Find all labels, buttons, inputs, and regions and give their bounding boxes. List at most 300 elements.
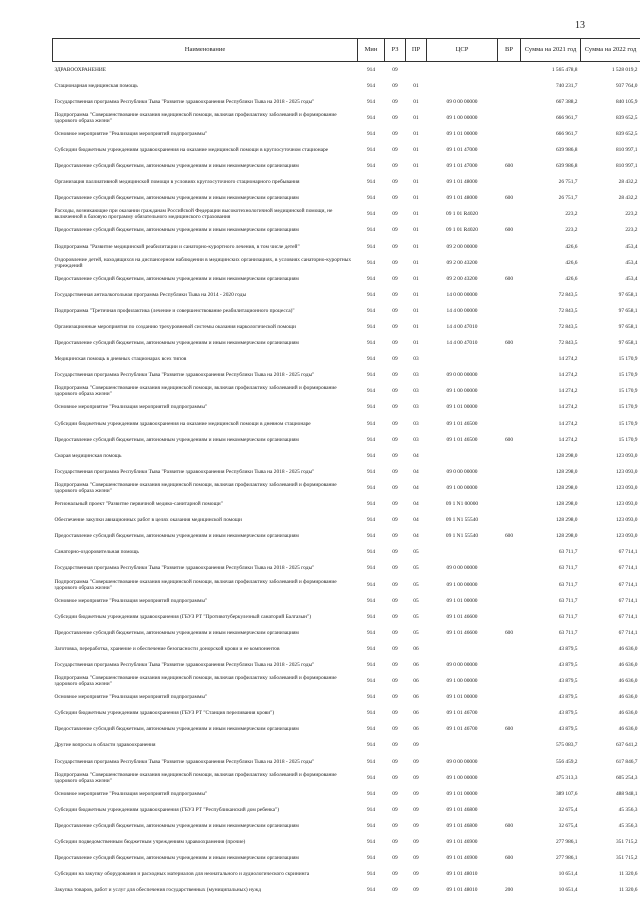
row-sum-2021: 43 879,5: [558, 726, 578, 733]
row-sum-2022: 11 320,6: [618, 871, 638, 878]
row-sum-2022: 28 432,2: [618, 195, 638, 202]
row-rz: 09: [392, 82, 398, 89]
row-min: 914: [366, 340, 376, 347]
row-sum-2021: 26 751,7: [558, 179, 578, 186]
row-name: Подпрограмма "Совершенствование оказания медицинской помощи, включая профилактику заболеваний и формирование здорового образа жизни": [54, 385, 337, 398]
row-vr: [498, 142, 521, 158]
table-row: [53, 786, 640, 802]
row-sum-2021: 639 986,8: [555, 146, 578, 153]
row-name: Расходы, возникающие при оказании гражданам Российской Федерации высокотехнологичной медицинской помощи, не включенной в базовую программу обязательного медицинского страхования: [54, 208, 333, 221]
table-row: [53, 351, 640, 367]
row-sum-2021: 26 751,7: [558, 195, 578, 202]
row-sum-2021: 128 298,0: [555, 484, 578, 491]
row-min: 914: [366, 839, 376, 846]
row-sum-2021: 14 274,2: [558, 356, 578, 363]
row-sum-2022: 351 715,2: [615, 839, 638, 846]
row-name: Государственная программа Республики Тыва "Развитие здравоохранения Республики Тыва на 2018 - 2025 годы": [54, 661, 315, 668]
row-sum-2022: 123 093,0: [615, 452, 638, 459]
row-pr: 01: [413, 275, 419, 282]
row-rz: 09: [392, 887, 398, 894]
row-min: 914: [366, 871, 376, 878]
row-sum-2021: 639 986,8: [555, 163, 578, 170]
row-pr: 03: [413, 372, 419, 379]
row-vr: [498, 673, 521, 689]
row-min: 914: [366, 533, 376, 540]
row-csr: 09 1 01 47000: [446, 146, 478, 153]
row-sum-2022: 123 093,0: [615, 468, 638, 475]
row-sum-2022: 123 093,0: [615, 501, 638, 508]
row-min: 914: [366, 694, 376, 701]
row-name: Предоставление субсидий бюджетным, автономным учреждениям и иным некоммерческим организациям: [54, 533, 299, 540]
row-vr: [498, 239, 521, 255]
row-csr: 09 1 01 48000: [446, 179, 478, 186]
row-pr: 04: [413, 517, 419, 524]
row-sum-2021: 389 107,6: [555, 790, 578, 797]
row-pr: 05: [413, 597, 419, 604]
header-name: Наименование: [53, 39, 358, 62]
row-sum-2022: 123 093,0: [615, 484, 638, 491]
row-rz: 09: [392, 324, 398, 331]
row-name: Подпрограмма "Совершенствование оказания медицинской помощи, включая профилактику заболеваний и формирование здорового образа жизни": [54, 771, 337, 784]
table-row: [53, 528, 640, 544]
row-min: 914: [366, 452, 376, 459]
row-min: 914: [366, 82, 376, 89]
row-sum-2022: 67 714,1: [618, 581, 638, 588]
row-min: 914: [366, 710, 376, 717]
table-row: [53, 496, 640, 512]
row-vr: 600: [504, 855, 514, 862]
row-pr: 01: [413, 259, 419, 266]
row-vr: 600: [504, 533, 514, 540]
row-csr: 14 0 00 00000: [446, 291, 478, 298]
row-pr: 01: [413, 243, 419, 250]
row-sum-2021: 14 274,2: [558, 420, 578, 427]
row-vr: [498, 641, 521, 657]
row-pr: 05: [413, 581, 419, 588]
row-vr: [498, 383, 521, 399]
table-row: [53, 222, 640, 238]
table-row: [53, 416, 640, 432]
row-vr: [498, 657, 521, 673]
row-pr: 01: [413, 98, 419, 105]
table-row: [53, 625, 640, 641]
row-vr: [498, 303, 521, 319]
row-sum-2021: 1 565 478,8: [551, 66, 578, 73]
row-pr: 06: [413, 661, 419, 668]
row-rz: 09: [392, 758, 398, 765]
table-row: [53, 255, 640, 271]
row-rz: 09: [392, 388, 398, 395]
row-pr: 01: [413, 211, 419, 218]
row-min: 914: [366, 806, 376, 813]
row-rz: 09: [392, 726, 398, 733]
row-vr: [498, 367, 521, 383]
row-csr: 09 1 01 48000: [446, 195, 478, 202]
row-pr: 01: [413, 82, 419, 89]
row-sum-2022: 67 714,1: [618, 629, 638, 636]
row-min: 914: [366, 195, 376, 202]
row-rz: 09: [392, 420, 398, 427]
row-csr: 14 4 00 00000: [446, 307, 478, 314]
row-pr: 04: [413, 452, 419, 459]
row-name: Заготовка, переработка, хранение и обеспечение безопасности донорской крови и ее компонентов: [54, 645, 280, 652]
row-rz: 09: [392, 533, 398, 540]
row-pr: 01: [413, 195, 419, 202]
row-name: Предоставление субсидий бюджетным, автономным учреждениям и иным некоммерческим организациям: [54, 629, 299, 636]
row-rz: 09: [392, 98, 398, 105]
row-min: 914: [366, 356, 376, 363]
table-row: [53, 705, 640, 721]
table-row: [53, 126, 640, 142]
row-pr: 01: [413, 163, 419, 170]
row-min: 914: [366, 291, 376, 298]
row-name: Предоставление субсидий бюджетным, автономным учреждениям и иным некоммерческим организациям: [54, 855, 299, 862]
row-vr: [498, 560, 521, 576]
row-rz: 09: [392, 822, 398, 829]
row-pr: 03: [413, 436, 419, 443]
row-sum-2022: 1 528 019,2: [611, 66, 638, 73]
row-vr: 600: [504, 822, 514, 829]
row-name: Предоставление субсидий бюджетным, автономным учреждениям и иным некоммерческим организациям: [54, 227, 299, 234]
table-row: [53, 560, 640, 576]
page-number: 13: [575, 20, 585, 31]
row-sum-2022: 67 714,1: [618, 597, 638, 604]
row-name: Основное мероприятие "Реализация мероприятий подпрограммы": [54, 597, 208, 604]
row-min: 914: [366, 227, 376, 234]
row-min: 914: [366, 307, 376, 314]
row-rz: 09: [392, 790, 398, 797]
header-vr: ВР: [498, 39, 521, 62]
table-row: [53, 754, 640, 770]
row-min: 914: [366, 613, 376, 620]
row-rz: 09: [392, 195, 398, 202]
row-sum-2022: 67 714,1: [618, 549, 638, 556]
table-row: [53, 834, 640, 850]
table-row: [53, 62, 640, 78]
row-csr: 09 1 01 R4020: [446, 227, 478, 234]
row-sum-2022: 223,2: [625, 211, 638, 218]
row-min: 914: [366, 549, 376, 556]
row-min: 914: [366, 774, 376, 781]
row-csr: 14 4 00 47010: [446, 324, 478, 331]
row-min: 914: [366, 372, 376, 379]
table-row: [53, 174, 640, 190]
row-min: 914: [366, 388, 376, 395]
table-row: [53, 94, 640, 110]
row-vr: 200: [504, 887, 514, 894]
row-rz: 09: [392, 66, 398, 73]
row-rz: 09: [392, 565, 398, 572]
row-pr: 01: [413, 324, 419, 331]
row-name: Субсидии бюджетным учреждениям здравоохранения на оказание медицинской помощи в круглосуточном стационаре: [54, 146, 329, 153]
table-row: [53, 544, 640, 560]
row-rz: 09: [392, 340, 398, 347]
row-min: 914: [366, 661, 376, 668]
row-csr: 09 1 N1 55540: [445, 533, 479, 540]
row-sum-2021: 223,2: [565, 227, 578, 234]
row-pr: 01: [413, 340, 419, 347]
row-sum-2022: 46 636,0: [618, 661, 638, 668]
row-csr: 09 0 00 00000: [446, 661, 478, 668]
row-sum-2021: 43 879,5: [558, 710, 578, 717]
row-pr: 06: [413, 726, 419, 733]
table-row: [53, 432, 640, 448]
row-pr: 06: [413, 710, 419, 717]
row-name: Скорая медицинская помощь: [54, 452, 122, 459]
row-pr: 09: [413, 822, 419, 829]
row-pr: 01: [413, 227, 419, 234]
row-pr: 09: [413, 839, 419, 846]
row-pr: 01: [413, 179, 419, 186]
row-pr: 03: [413, 356, 419, 363]
row-sum-2022: 46 636,0: [618, 726, 638, 733]
row-sum-2022: 46 636,0: [618, 678, 638, 685]
row-min: 914: [366, 581, 376, 588]
table-row: [53, 689, 640, 705]
row-sum-2022: 97 658,1: [618, 340, 638, 347]
table-header-row: [53, 39, 640, 62]
row-sum-2022: 45 356,3: [618, 822, 638, 829]
table-row: [53, 737, 640, 753]
row-name: Предоставление субсидий бюджетным, автономным учреждениям и иным некоммерческим организациям: [54, 822, 299, 829]
row-min: 914: [366, 243, 376, 250]
row-sum-2022: 453,4: [625, 259, 638, 266]
row-min: 914: [366, 790, 376, 797]
row-sum-2021: 666 961,7: [555, 130, 578, 137]
row-rz: 09: [392, 517, 398, 524]
row-pr: 09: [413, 806, 419, 813]
row-sum-2022: 97 658,1: [618, 324, 638, 331]
row-pr: 03: [413, 420, 419, 427]
header-sum-2021: Сумма на 2021 год: [521, 39, 581, 62]
header-sum-2022: Сумма на 2022 год: [581, 39, 640, 62]
table-row: [53, 367, 640, 383]
row-rz: 09: [392, 372, 398, 379]
header-csr: ЦСР: [427, 39, 498, 62]
row-sum-2021: 43 879,5: [558, 645, 578, 652]
row-rz: 09: [392, 211, 398, 218]
row-rz: 09: [392, 227, 398, 234]
row-rz: 09: [392, 468, 398, 475]
row-name: Предоставление субсидий бюджетным, автономным учреждениям и иным некоммерческим организациям: [54, 340, 299, 347]
row-vr: [498, 689, 521, 705]
row-pr: 05: [413, 549, 419, 556]
row-vr: [498, 544, 521, 560]
row-vr: 600: [504, 163, 514, 170]
row-pr: 09: [413, 887, 419, 894]
row-min: 914: [366, 484, 376, 491]
row-rz: 09: [392, 501, 398, 508]
row-min: 914: [366, 887, 376, 894]
table-row: [53, 850, 640, 866]
row-sum-2021: 43 879,5: [558, 694, 578, 701]
row-sum-2021: 63 711,7: [558, 597, 578, 604]
row-sum-2022: 11 320,6: [618, 887, 638, 894]
row-min: 914: [366, 404, 376, 411]
row-sum-2021: 277 986,1: [555, 839, 578, 846]
row-min: 914: [366, 678, 376, 685]
row-name: Основное мероприятие "Реализация мероприятий подпрограммы": [54, 130, 208, 137]
row-name: Санаторно-оздоровительная помощь: [54, 549, 139, 556]
row-name: Основное мероприятие "Реализация мероприятий подпрограммы": [54, 790, 208, 797]
row-rz: 09: [392, 179, 398, 186]
row-min: 914: [366, 742, 376, 749]
row-pr: 09: [413, 742, 419, 749]
row-sum-2022: 810 997,1: [615, 163, 638, 170]
row-name: Организация паллиативной медицинской помощи в условиях круглосуточного стационарного пребывания: [54, 179, 300, 186]
row-name: Обеспечение закупки авиационных работ в целях оказания медицинской помощи: [54, 517, 242, 524]
row-name: Медицинская помощь в дневных стационарах всех типов: [54, 356, 187, 363]
row-csr: [427, 448, 498, 464]
row-sum-2021: 14 274,2: [558, 388, 578, 395]
row-vr: [498, 94, 521, 110]
row-name: Государственная антиалкогольная программа Республики Тыва на 2014 - 2020 годы: [54, 291, 247, 298]
row-sum-2021: 72 843,5: [558, 291, 578, 298]
table-row: [53, 319, 640, 335]
row-sum-2021: 223,2: [565, 211, 578, 218]
row-sum-2022: 840 105,9: [615, 98, 638, 105]
row-csr: 09 1 00 00000: [446, 581, 478, 588]
row-csr: 09 1 N1 55540: [445, 517, 479, 524]
row-csr: 09 0 00 00000: [446, 98, 478, 105]
row-sum-2022: 123 093,0: [615, 517, 638, 524]
table-row: [53, 464, 640, 480]
row-sum-2022: 123 093,0: [615, 533, 638, 540]
row-sum-2022: 15 170,9: [618, 404, 638, 411]
row-sum-2021: 475 313,3: [555, 774, 578, 781]
row-vr: [498, 464, 521, 480]
row-vr: 600: [504, 436, 514, 443]
row-sum-2021: 72 843,5: [558, 307, 578, 314]
row-vr: [498, 754, 521, 770]
row-rz: 09: [392, 645, 398, 652]
row-pr: 01: [413, 307, 419, 314]
row-min: 914: [366, 517, 376, 524]
row-min: 914: [366, 98, 376, 105]
row-pr: 04: [413, 484, 419, 491]
row-pr: 04: [413, 468, 419, 475]
row-rz: 09: [392, 742, 398, 749]
row-sum-2021: 128 298,0: [555, 533, 578, 540]
budget-table: [52, 38, 640, 898]
row-sum-2022: 67 714,1: [618, 613, 638, 620]
row-sum-2021: 128 298,0: [555, 452, 578, 459]
table-row: [53, 609, 640, 625]
row-name: Государственная программа Республики Тыва "Развитие здравоохранения Республики Тыва на 2018 - 2025 годы": [54, 372, 315, 379]
row-pr: 09: [413, 790, 419, 797]
row-sum-2022: 453,4: [625, 275, 638, 282]
row-csr: 09 0 00 00000: [446, 468, 478, 475]
table-row: [53, 78, 640, 94]
table-row: [53, 142, 640, 158]
row-vr: [498, 770, 521, 786]
row-vr: [498, 480, 521, 496]
row-pr: 05: [413, 613, 419, 620]
row-sum-2021: 72 843,5: [558, 340, 578, 347]
row-name: Государственная программа Республики Тыва "Развитие здравоохранения Республики Тыва на 2018 - 2025 годы": [54, 565, 315, 572]
row-name: Предоставление субсидий бюджетным, автономным учреждениям и иным некоммерческим организациям: [54, 275, 299, 282]
row-pr: 04: [413, 501, 419, 508]
row-sum-2021: 14 274,2: [558, 404, 578, 411]
row-min: 914: [366, 629, 376, 636]
row-min: 914: [366, 146, 376, 153]
row-pr: 03: [413, 388, 419, 395]
row-pr: 05: [413, 565, 419, 572]
row-csr: 09 1 01 00000: [446, 404, 478, 411]
row-sum-2022: 15 170,9: [618, 372, 638, 379]
row-name: Субсидии бюджетным учреждениям здравоохранения на оказание медицинской помощи в дневном стационаре: [54, 420, 311, 427]
row-csr: 09 1 00 00000: [446, 484, 478, 491]
row-pr: 06: [413, 678, 419, 685]
table-row: [53, 287, 640, 303]
row-csr: 09 2 00 43200: [446, 275, 478, 282]
row-name: Оздоровление детей, находящихся на диспансерном наблюдении в медицинских организациях, в условиях санаторно-курортных учреждений: [54, 256, 352, 269]
row-name: Другие вопросы в области здравоохранения: [54, 742, 156, 749]
row-name: Субсидии подведомственным бюджетным учреждениям здравоохранения (прочие): [54, 839, 246, 846]
table-body: [53, 62, 640, 899]
row-name: Предоставление субсидий бюджетным, автономным учреждениям и иным некоммерческим организациям: [54, 195, 299, 202]
row-vr: [498, 577, 521, 593]
row-sum-2021: 63 711,7: [558, 581, 578, 588]
row-sum-2021: 426,6: [565, 243, 578, 250]
row-pr: [406, 62, 427, 78]
row-rz: 09: [392, 146, 398, 153]
row-sum-2022: 15 170,9: [618, 388, 638, 395]
row-csr: [427, 78, 498, 94]
header-min: Мин: [358, 39, 385, 62]
row-rz: 09: [392, 597, 398, 604]
row-csr: 09 1 00 00000: [446, 114, 478, 121]
row-csr: 09 1 01 46600: [446, 629, 478, 636]
row-vr: [498, 834, 521, 850]
row-csr: 09 1 01 46800: [446, 822, 478, 829]
row-min: 914: [366, 66, 376, 73]
row-rz: 09: [392, 710, 398, 717]
table-row: [53, 802, 640, 818]
row-csr: 09 1 00 00000: [446, 388, 478, 395]
table-row: [53, 577, 640, 593]
row-sum-2022: 937 764,0: [615, 82, 638, 89]
row-sum-2021: 63 711,7: [558, 549, 578, 556]
header-pr: ПР: [406, 39, 427, 62]
row-vr: 600: [504, 195, 514, 202]
row-sum-2022: 67 714,1: [618, 565, 638, 572]
row-sum-2021: 128 298,0: [555, 517, 578, 524]
row-min: 914: [366, 855, 376, 862]
table-row: [53, 448, 640, 464]
row-min: 914: [366, 436, 376, 443]
row-sum-2022: 15 170,9: [618, 356, 638, 363]
row-vr: [498, 174, 521, 190]
table-row: [53, 480, 640, 496]
row-sum-2022: 97 658,1: [618, 291, 638, 298]
row-csr: 09 1 01 46700: [446, 726, 478, 733]
row-rz: 09: [392, 356, 398, 363]
row-csr: [427, 62, 498, 78]
row-min: 914: [366, 275, 376, 282]
row-vr: 600: [504, 340, 514, 347]
row-rz: 09: [392, 275, 398, 282]
table-row: [53, 673, 640, 689]
row-sum-2022: 839 652,5: [615, 130, 638, 137]
row-vr: [498, 496, 521, 512]
row-rz: 09: [392, 629, 398, 636]
row-min: 914: [366, 726, 376, 733]
row-vr: [498, 110, 521, 126]
row-sum-2022: 15 170,9: [618, 420, 638, 427]
row-vr: [498, 351, 521, 367]
row-vr: [498, 512, 521, 528]
